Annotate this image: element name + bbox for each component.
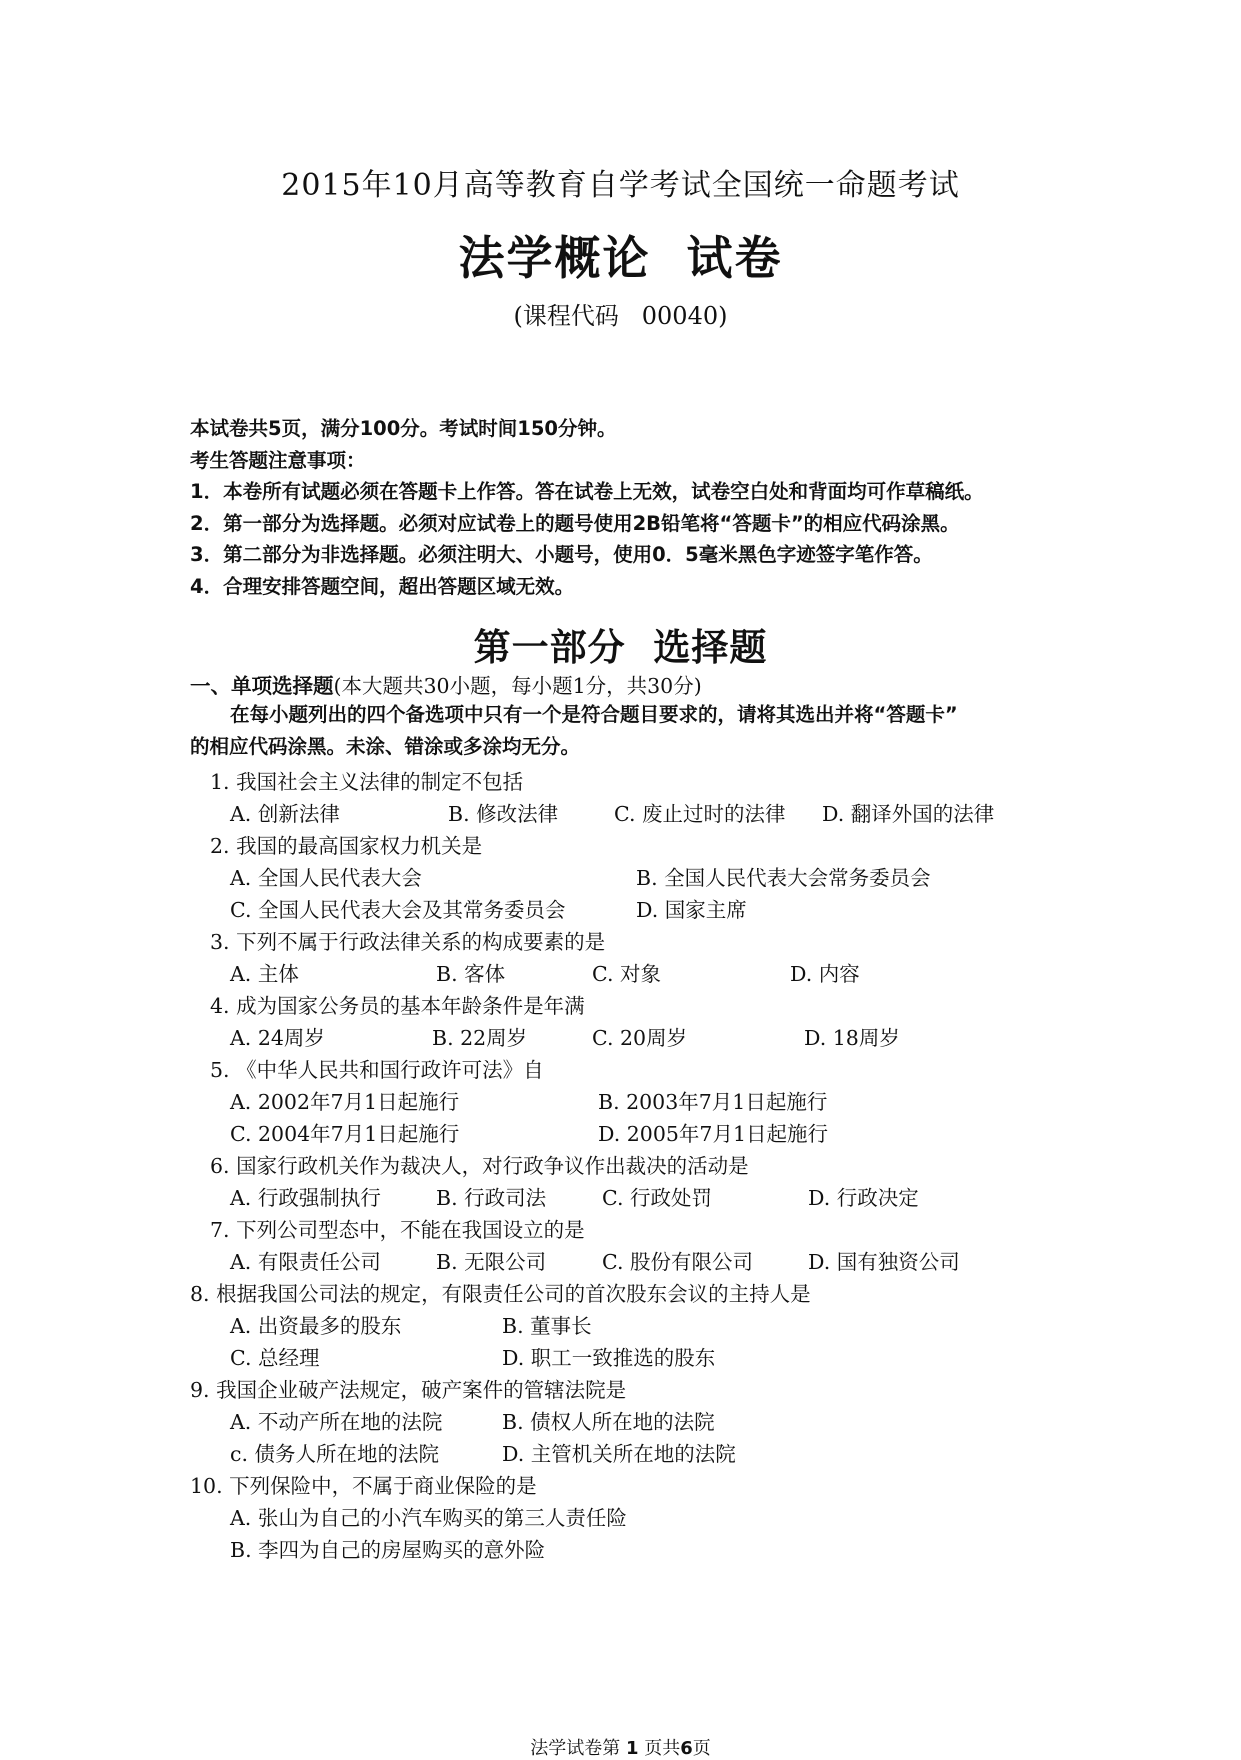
option: c. 债务人所在地的法院 <box>230 1442 440 1466</box>
part-title: 第一部分 选择题 <box>473 626 768 669</box>
option: D. 国家主席 <box>636 898 747 922</box>
question-stem: 10. 下列保险中，不属于商业保险的是 <box>190 1474 537 1498</box>
option: A. 不动产所在地的法院 <box>230 1410 443 1434</box>
option: D. 职工一致推选的股东 <box>502 1346 716 1370</box>
option: A. 主体 <box>230 962 299 986</box>
option: D. 翻译外国的法律 <box>822 802 995 826</box>
question-stem: 7. 下列公司型态中，不能在我国设立的是 <box>210 1218 585 1242</box>
question-stem: 6. 国家行政机关作为裁决人，对行政争议作出裁决的活动是 <box>210 1154 749 1178</box>
section-note-line: 在每小题列出的四个备选项中只有一个是符合题目要求的，请将其选出并将“答题卡” <box>230 703 958 726</box>
instruction-line: 2．第一部分为选择题。必须对应试卷上的题号使用2B铅笔将“答题卡”的相应代码涂黑。 <box>190 511 960 535</box>
option: D. 主管机关所在地的法院 <box>502 1442 736 1466</box>
footer-middle: 页共 <box>644 1738 681 1759</box>
option: D. 行政决定 <box>808 1186 919 1210</box>
option: A. 24周岁 <box>230 1026 325 1050</box>
exam-title: 2015年10月高等教育自学考试全国统一命题考试 <box>281 168 960 203</box>
option: C. 2004年7月1日起施行 <box>230 1122 460 1146</box>
option: A. 创新法律 <box>230 802 340 826</box>
course-code: (课程代码 00040) <box>513 302 728 330</box>
option: B. 行政司法 <box>436 1186 547 1210</box>
option: B. 债权人所在地的法院 <box>502 1410 715 1434</box>
option: B. 无限公司 <box>436 1250 547 1274</box>
option: A. 行政强制执行 <box>230 1186 381 1210</box>
section-heading-detail: (本大题共30小题，每小题1分，共30分) <box>333 674 702 698</box>
option: C. 行政处罚 <box>602 1186 712 1210</box>
option: B. 客体 <box>436 962 506 986</box>
question-stem: 2. 我国的最高国家权力机关是 <box>210 834 483 858</box>
instruction-line: 本试卷共5页，满分100分。考试时间150分钟。 <box>190 417 617 440</box>
option: B. 2003年7月1日起施行 <box>598 1090 828 1114</box>
option: C. 对象 <box>592 962 661 986</box>
option: C. 总经理 <box>230 1346 320 1370</box>
question-stem: 3. 下列不属于行政法律关系的构成要素的是 <box>210 930 606 954</box>
option: D. 18周岁 <box>804 1026 900 1050</box>
question-stem: 5. 《中华人民共和国行政许可法》自 <box>210 1058 544 1082</box>
question-stem: 1. 我国社会主义法律的制定不包括 <box>210 770 524 794</box>
option: C. 全国人民代表大会及其常务委员会 <box>230 898 566 922</box>
option: C. 股份有限公司 <box>602 1250 753 1274</box>
option: A. 张山为自己的小汽车购买的第三人责任险 <box>230 1506 627 1530</box>
instruction-line: 考生答题注意事项： <box>190 448 366 472</box>
option: A. 有限责任公司 <box>230 1250 381 1274</box>
question-stem: 9. 我国企业破产法规定，破产案件的管辖法院是 <box>190 1378 627 1402</box>
instruction-line: 1．本卷所有试题必须在答题卡上作答。答在试卷上无效，试卷空白处和背面均可作草稿纸。 <box>190 480 984 503</box>
option: C. 废止过时的法律 <box>614 802 786 826</box>
footer-page-number: 1 <box>625 1738 639 1759</box>
option: B. 李四为自己的房屋购买的意外险 <box>230 1538 546 1562</box>
section-note-line: 的相应代码涂黑。未涂、错涂或多涂均无分。 <box>190 735 581 758</box>
option: B. 修改法律 <box>448 802 559 826</box>
instructions <box>190 413 1190 602</box>
option: B. 22周岁 <box>432 1026 528 1050</box>
option: B. 董事长 <box>502 1314 592 1338</box>
footer-total-pages: 6 <box>680 1738 693 1759</box>
main-title: 法学概论 试卷 <box>458 231 783 285</box>
instruction-line: 4．合理安排答题空间，超出答题区域无效。 <box>190 574 575 598</box>
section-note <box>190 699 1070 763</box>
question-stem: 8. 根据我国公司法的规定，有限责任公司的首次股东会议的主持人是 <box>190 1282 811 1306</box>
section-heading-label: 一、单项选择题 <box>190 674 334 698</box>
option: B. 全国人民代表大会常务委员会 <box>636 866 931 890</box>
option: D. 国有独资公司 <box>808 1250 960 1274</box>
option: A. 出资最多的股东 <box>230 1314 402 1338</box>
page-footer <box>0 1734 1241 1760</box>
question-stem: 4. 成为国家公务员的基本年龄条件是年满 <box>210 994 585 1018</box>
section-heading <box>190 669 702 699</box>
option: D. 2005年7月1日起施行 <box>598 1122 828 1146</box>
option: A. 2002年7月1日起施行 <box>230 1090 460 1114</box>
footer-suffix: 页 <box>692 1738 711 1759</box>
option: A. 全国人民代表大会 <box>230 866 422 890</box>
option: D. 内容 <box>790 962 860 986</box>
option: C. 20周岁 <box>592 1026 688 1050</box>
instruction-line: 3．第二部分为非选择题。必须注明大、小题号，使用0．5毫米黑色字迹签字笔作答。 <box>190 543 933 566</box>
footer-prefix: 法学试卷第 <box>530 1738 621 1759</box>
